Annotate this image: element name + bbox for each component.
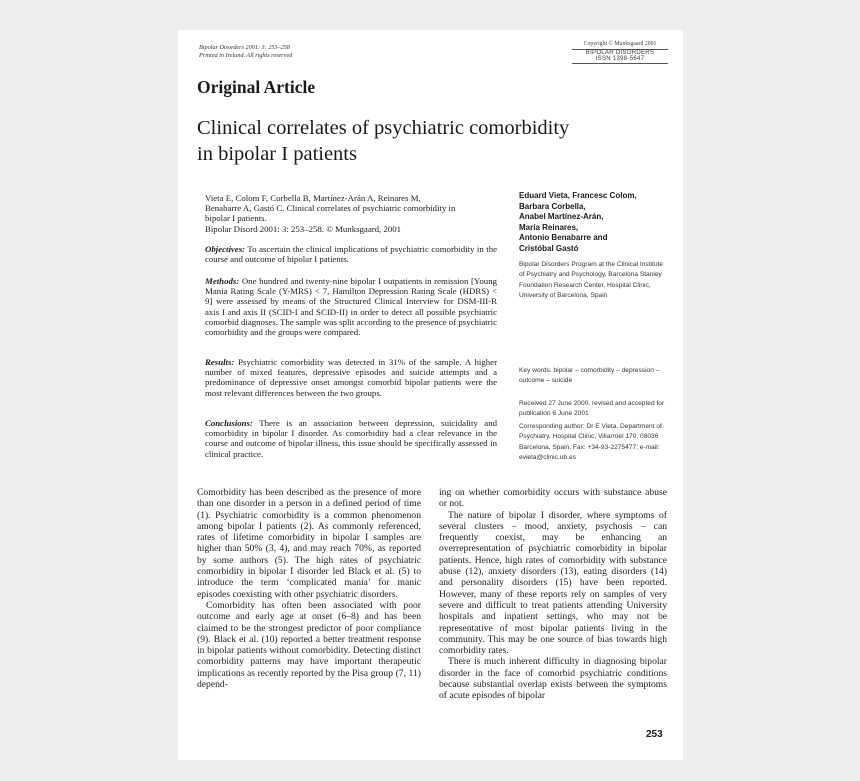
conclusions-label: Conclusions:	[205, 418, 253, 428]
journal-citation: Bipolar Disorders 2001: 3: 253–258	[199, 44, 290, 51]
journal-print-note: Printed in Ireland. All rights reserved	[199, 51, 293, 59]
corresponding-author: Corresponding author: Dr E Vieta, Department of Psychiatry, Hospital Clinic, Villarroel 170, 08036 Barcelona, Spain. Fax: +34-93-2275477; e-mail: evieta@clinic.ub.es	[519, 423, 662, 462]
conclusions-text: There is an association between depression, suicidality and comorbidity in bipolar I disorder. As comorbidity had a clear relevance in the course and outcome of bipolar illness, this issue should be specifically assessed in clinical practice.	[205, 418, 497, 459]
copyright-notice: Copyright © Munksgaard 2001	[583, 41, 657, 47]
journal-logo-name: BIPOLAR DISORDERS	[585, 49, 655, 56]
article-title	[197, 115, 667, 167]
author-line: Barbara Corbella,	[519, 201, 586, 211]
citation-line: Bipolar Disord 2001: 3: 253–258. © Munksgaard, 2001	[205, 223, 402, 234]
methods-text: One hundred and twenty-nine bipolar I outpatients in remission [Young Mania Rating Scale (Y-MRS) < 7, Hamilton Depression Rating Scale (HDRS) < 9] were assessed by means of the Structured Clinical Interview for DSM-III-R axis I and axis II (SCID-I and SCID-II) in order to detect all possible psychiatric comorbid diagnoses. The sample was split according to the presence of psychiatric comorbidity and the groups were compared.	[205, 276, 497, 338]
body-paragraph: Comorbidity has often been associated with poor outcome and early age at onset (6–8) and has been claimed to be the strongest predictor of poor compliance (9). Black et al. (10) reported a better treatment response in bipolar patients without comorbidity. Detecting distinct comorbidity patterns may have important therapeutic implications as recently reported by the Pisa group (7, 11) depend-	[197, 599, 421, 691]
body-column-right	[439, 487, 667, 702]
author-line: Cristóbal Gastó	[519, 243, 579, 253]
journal-logo	[572, 41, 668, 64]
body-paragraph: Comorbidity has been described as the presence of more than one disorder in a person in a defined period of time (1). Psychiatric comorbidity is a common phenomenon among bipolar I patients (2). As commonly referenced, rates of lifetime comorbidity in bipolar I samples are higher than 50% (3, 4), and may reach 70%, as reported by some authors (5). The high rates of psychiatric comorbidity in bipolar I disorder led Black et al. (5) to introduce the term ‘complicated mania’ for manic episodes coexisting with other psychiatric disorders.	[197, 487, 421, 600]
author-line: María Reinares,	[519, 222, 579, 232]
author-list	[519, 191, 669, 255]
title-line-2: in bipolar I patients	[197, 143, 357, 165]
affiliation: Bipolar Disorders Program at the Clinical Institute of Psychiatry and Psychology, Barcelona Stanley Foundation Research Center, Hospital Clinic, University of Barcelona, Spain	[519, 261, 664, 300]
author-line: Eduard Vieta, Francesc Colom,	[519, 191, 637, 200]
citation-line: Benabarre A, Gastó C. Clinical correlates of psychiatric comorbidity in	[205, 203, 456, 214]
abstract-results	[205, 357, 497, 398]
citation-line: Vieta E, Colom F, Corbella B, Martínez-Arán A, Reinares M,	[205, 193, 421, 203]
results-text: Psychiatric comorbidity was detected in 31% of the sample. A higher number of mixed features, depressive episodes and suicide attempts and a predominance of depressive onset amongst comorbid bipolar patients were the most relevant differences between the two groups.	[205, 357, 497, 398]
body-column-left	[197, 487, 421, 690]
body-paragraph: ing on whether comorbidity occurs with substance abuse or not.	[439, 487, 667, 510]
citation-line: bipolar I patients.	[205, 213, 267, 224]
journal-logo-issn: ISSN 1398-5647	[595, 56, 645, 62]
abstract-objectives	[205, 244, 497, 264]
body-paragraph: The nature of bipolar I disorder, where symptoms of several clusters – mood, anxiety, psychosis – can frequently coexist, may be enhancing an overrepresentation of psychiatric comorbidity in bipolar patients. Hence, high rates of comorbidity with substance abuse (12), anxiety disorders (13), eating disorders (14) and personality disorders (15) have been reported. However, many of these reports rely on samples of very severe and difficult to treat patients attending University hospitals and inpatient settings, who may not be representative of most bipolar patients living in the community. This may be one source of bias towards high comorbidity rates.	[439, 509, 667, 657]
objectives-label: Objectives:	[205, 244, 246, 254]
journal-logo-box	[572, 49, 668, 64]
abstract-methods	[205, 276, 497, 337]
title-line-1: Clinical correlates of psychiatric comorbidity	[197, 117, 570, 139]
page-number: 253	[646, 729, 663, 740]
citation-block	[205, 193, 497, 234]
body-paragraph: There is much inherent difficulty in diagnosing bipolar disorder in the face of comorbid psychiatric conditions because substantial overlap exists between the symptoms of acute episodes of bipolar	[439, 656, 667, 702]
journal-header	[199, 44, 399, 59]
article-type: Original Article	[197, 77, 316, 97]
methods-label: Methods:	[205, 276, 240, 286]
received-dates: Received 27 June 2000, revised and accepted for publication 6 June 2001	[519, 400, 665, 418]
objectives-text: To ascertain the clinical implications of psychiatric comorbidity in the course and outcome of bipolar I patients.	[205, 244, 497, 265]
keywords: Key words: bipolar – comorbidity – depression – outcome – suicide	[519, 367, 660, 385]
author-line: Anabel Martínez-Arán,	[519, 212, 604, 222]
results-label: Results:	[205, 357, 235, 367]
author-line: Antonio Benabarre and	[519, 233, 608, 243]
abstract-conclusions	[205, 418, 497, 459]
